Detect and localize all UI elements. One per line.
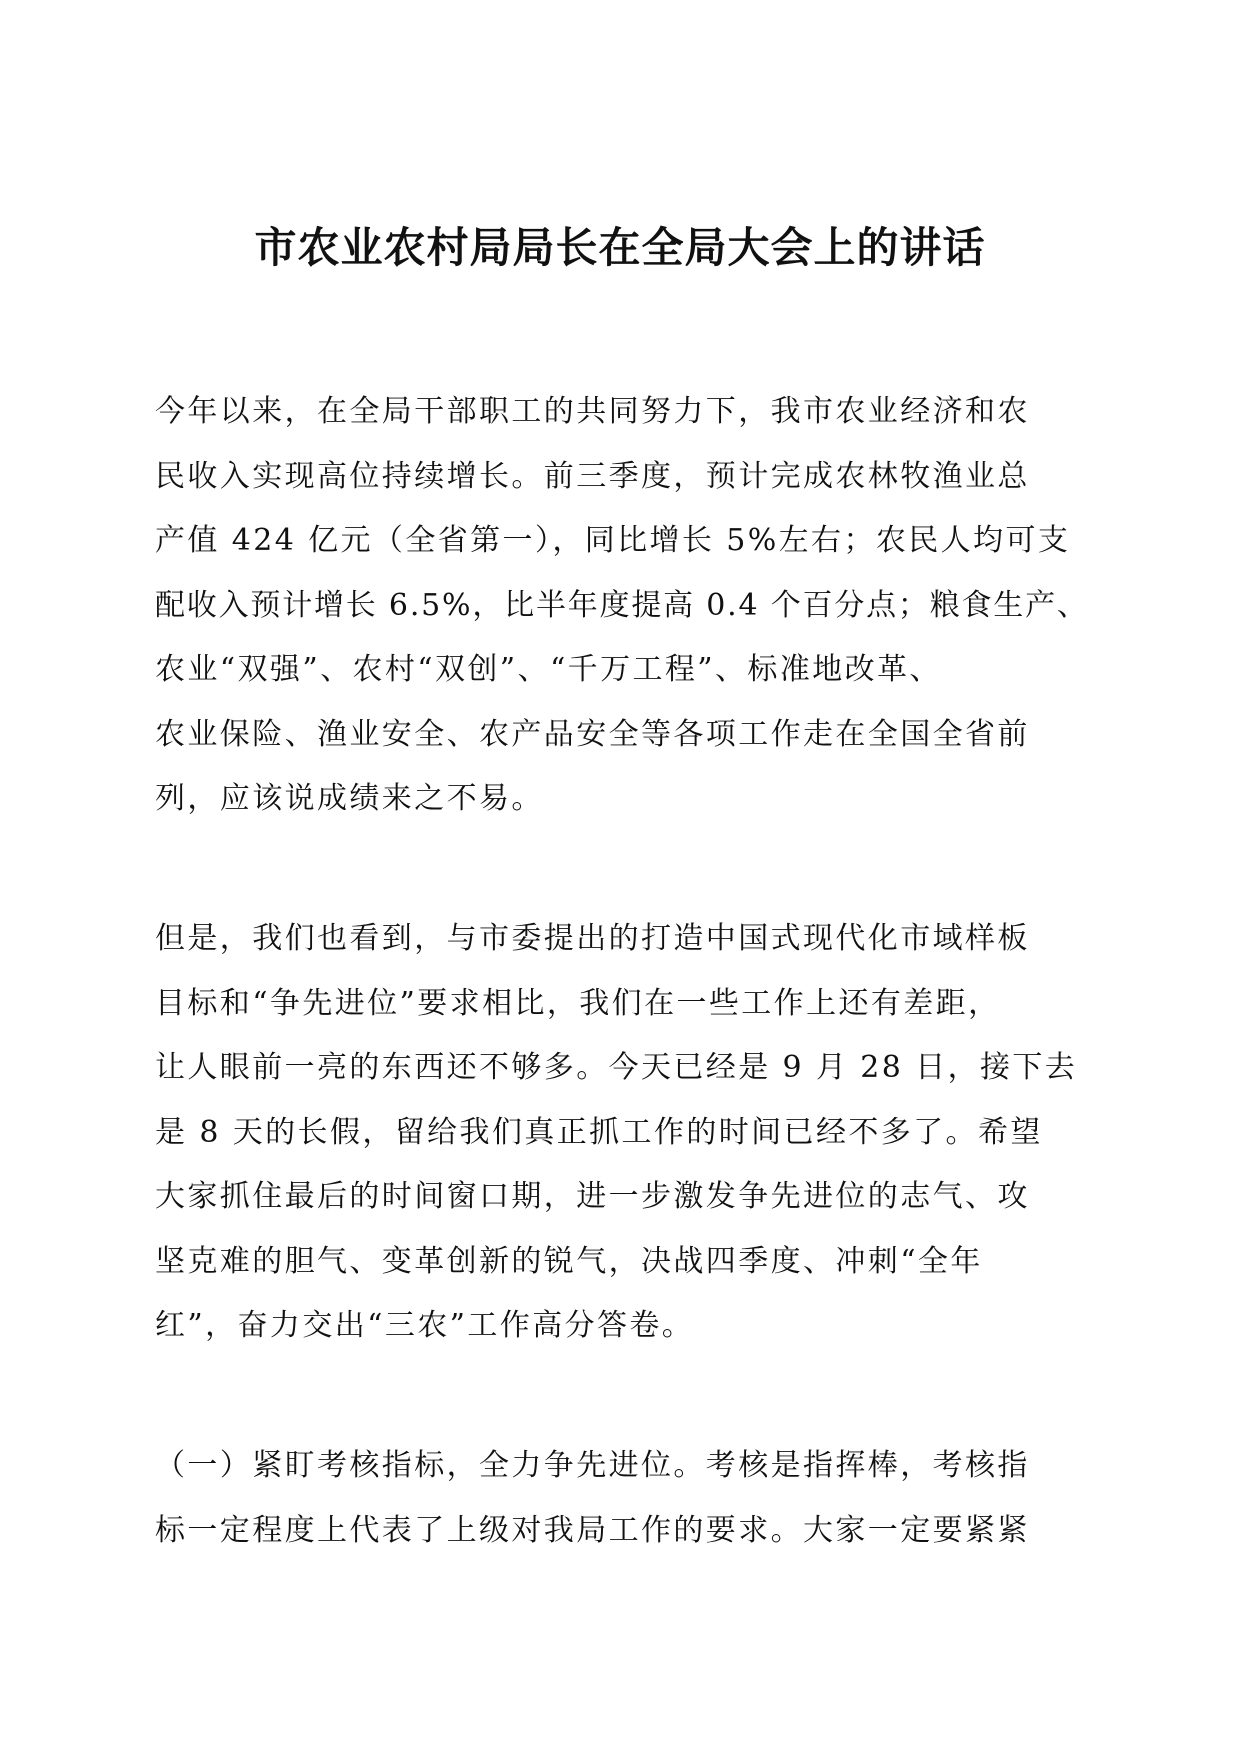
paragraph-line: 今年以来，在全局干部职工的共同努力下，我市农业经济和农 xyxy=(155,394,1030,429)
paragraph-line: （一）紧盯考核指标，全力争先进位。考核是指挥棒，考核指 xyxy=(155,1448,1030,1483)
paragraph-line: 坚克难的胆气、变革创新的锐气，决战四季度、冲刺“全年 xyxy=(155,1243,983,1279)
paragraph-line: 产值 424 亿元（全省第一），同比增长 5%左右；农民人均可支 xyxy=(155,523,1071,558)
paragraph-line: 农业“双强”、农村“双创”、“千万工程”、标准地改革、 xyxy=(155,652,942,687)
paragraph-line: 是 8 天的长假，留给我们真正抓工作的时间已经不多了。希望 xyxy=(155,1114,1043,1150)
paragraph-line: 列，应该说成绩来之不易。 xyxy=(155,781,544,816)
paragraph-line: 但是，我们也看到，与市委提出的打造中国式现代化市域样板 xyxy=(155,921,1030,956)
paragraph-line: 农业保险、渔业安全、农产品安全等各项工作走在全国全省前 xyxy=(155,716,1030,752)
paragraph-line: 配收入预计增长 6.5%，比半年度提高 0.4 个百分点；粮食生产、 xyxy=(155,587,1089,623)
paragraph-line: 红”，奋力交出“三农”工作高分答卷。 xyxy=(155,1308,695,1343)
paragraph-gaps xyxy=(155,907,1090,1359)
paragraph-section-one xyxy=(155,1434,1090,1563)
paragraph-line: 目标和“争先进位”要求相比，我们在一些工作上还有差距， xyxy=(155,985,1001,1021)
paragraph-line: 大家抓住最后的时间窗口期，进一步激发争先进位的志气、攻 xyxy=(155,1179,1030,1214)
document-title: 市农业农村局局长在全局大会上的讲话 xyxy=(254,223,986,272)
paragraph-line: 标一定程度上代表了上级对我局工作的要求。大家一定要紧紧 xyxy=(155,1512,1030,1548)
paragraph-line: 让人眼前一亮的东西还不够多。今天已经是 9 月 28 日，接下去 xyxy=(155,1050,1078,1085)
paragraph-line: 民收入实现高位持续增长。前三季度，预计完成农林牧渔业总 xyxy=(155,458,1030,494)
paragraph-achievements xyxy=(155,380,1090,832)
